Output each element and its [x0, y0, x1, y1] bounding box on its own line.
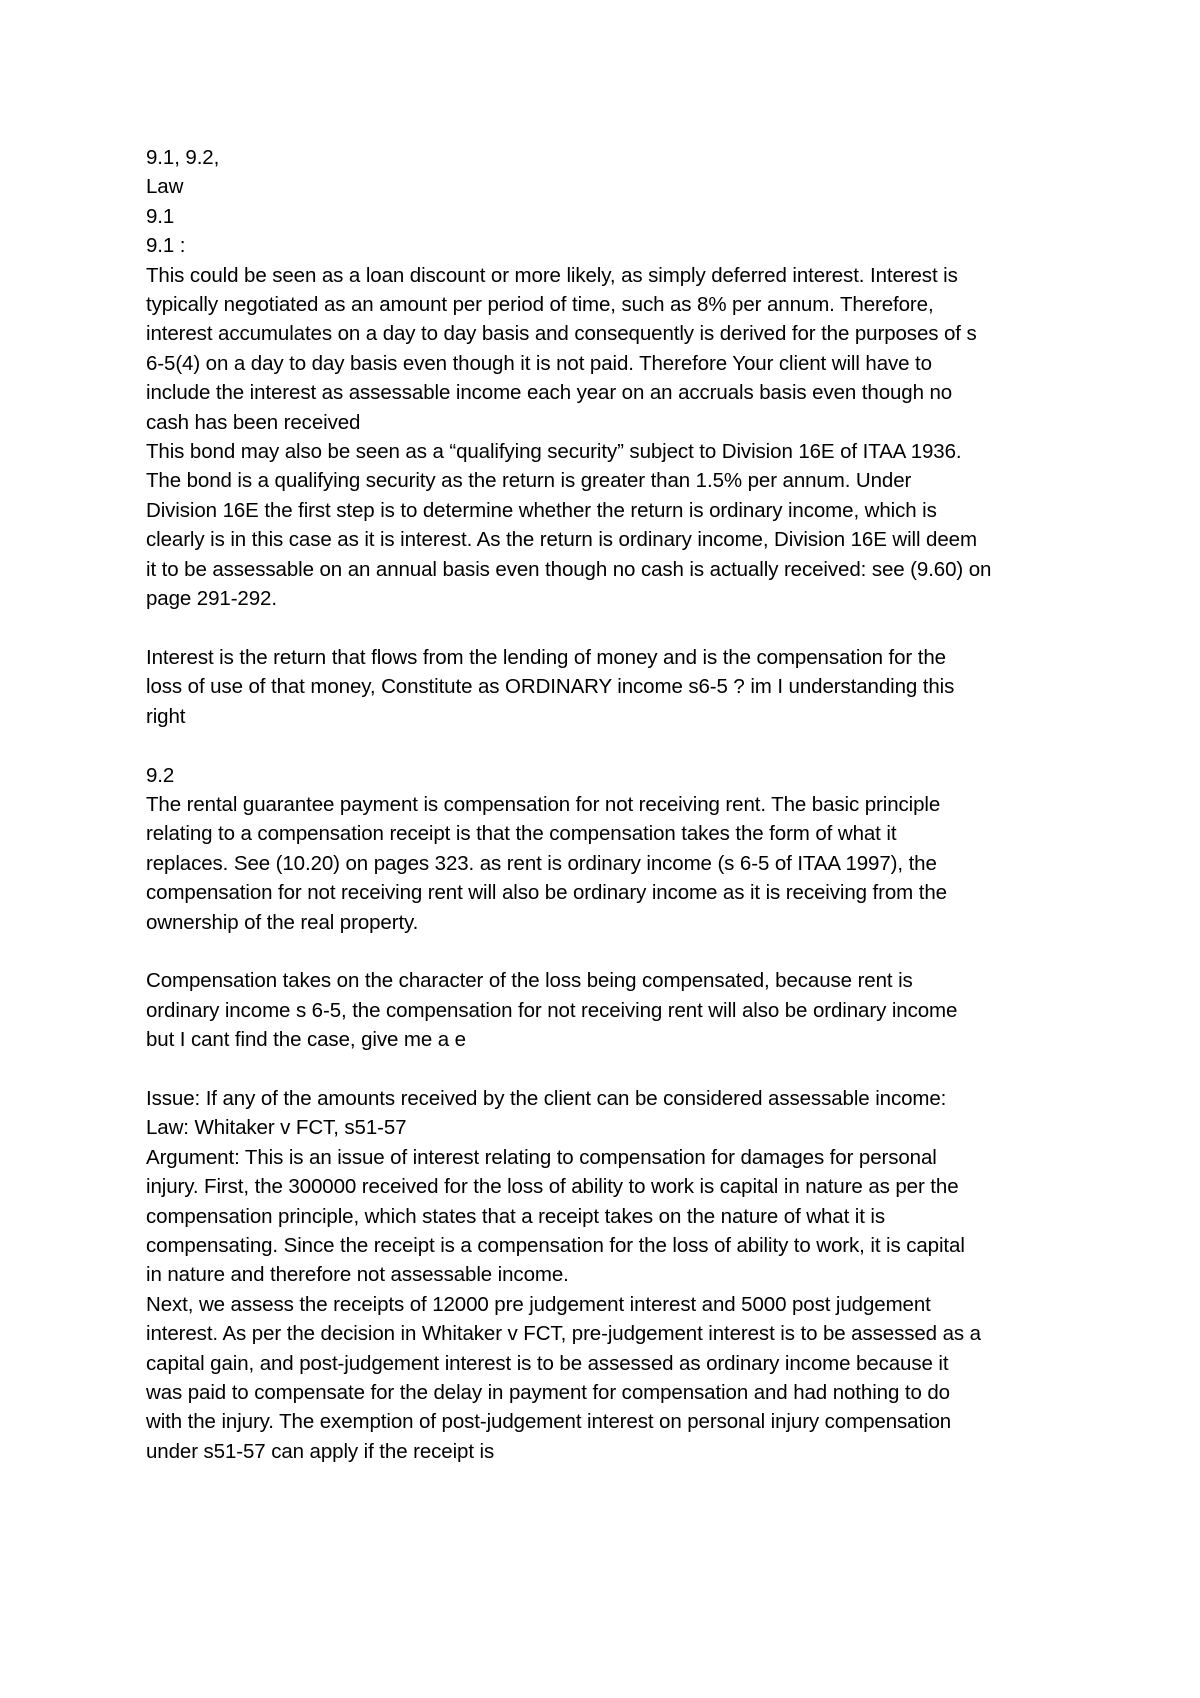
text-line: but I cant find the case, give me a e: [146, 1028, 466, 1052]
text-line: interest accumulates on a day to day basis and consequently is derived for the purposes of s: [146, 322, 977, 346]
text-line: relating to a compensation receipt is that the compensation takes the form of what it: [146, 822, 897, 846]
argument-line: Argument: This is an issue of interest relating to compensation for damages for personal: [146, 1145, 937, 1169]
text-line: capital gain, and post-judgement interest is to be assessed as ordinary income because it: [146, 1351, 949, 1375]
document-page: [146, 143, 1076, 1496]
text-line: Next, we assess the receipts of 12000 pre judgement interest and 5000 post judgement: [146, 1292, 931, 1316]
issue-line: Issue: If any of the amounts received by the client can be considered assessable income:: [146, 1086, 947, 1110]
text-line: clearly is in this case as it is interest. As the return is ordinary income, Division 16E will deem: [146, 528, 977, 552]
text-line: injury. First, the 300000 received for the loss of ability to work is capital in nature as per the: [146, 1175, 959, 1199]
blank-line: [146, 614, 1076, 643]
blank-line: [146, 731, 1076, 760]
text-line: right: [146, 704, 186, 728]
text-line: in nature and therefore not assessable income.: [146, 1263, 569, 1287]
heading-line: 9.1, 9.2,: [146, 146, 220, 169]
text-line: compensation for not receiving rent will also be ordinary income as it is receiving from the: [146, 881, 947, 905]
heading-line: Law: [146, 175, 184, 199]
text-line: cash has been received: [146, 410, 361, 434]
text-line: typically negotiated as an amount per period of time, such as 8% per annum. Therefore,: [146, 293, 934, 317]
section-heading-9-2: 9.2: [146, 763, 175, 787]
text-line: compensation principle, which states that a receipt takes on the nature of what it is: [146, 1204, 886, 1228]
text-line: [146, 1466, 1076, 1495]
heading-line: 9.1 :: [146, 234, 186, 258]
text-line: Interest is the return that flows from the lending of money and is the compensation for the: [146, 645, 946, 669]
blank-line: [146, 937, 1076, 966]
text-line: interest. As per the decision in Whitaker v FCT, pre-judgement interest is to be assessed as a: [146, 1322, 981, 1346]
paragraph-compensation-character: [146, 966, 1076, 1054]
text-line: was paid to compensate for the delay in payment for compensation and had nothing to do: [146, 1381, 950, 1404]
text-line: under s51-57 can apply if the receipt is: [146, 1439, 495, 1463]
paragraph-issue-law-argument: [146, 1084, 1076, 1496]
text-line: compensating. Since the receipt is a compensation for the loss of ability to work, it is capital: [146, 1233, 965, 1257]
text-line: it to be assessable on an annual basis even though no cash is actually received: see (9.60) on: [146, 557, 992, 581]
paragraph-interest-question: [146, 643, 1076, 731]
text-line: ordinary income s 6-5, the compensation for not receiving rent will also be ordinary income: [146, 998, 958, 1022]
text-line: 6-5(4) on a day to day basis even though it is not paid. Therefore Your client will have to: [146, 351, 932, 375]
text-line: page 291-292.: [146, 587, 277, 611]
heading-line: 9.1: [146, 204, 175, 228]
paragraph-rental-guarantee: [146, 790, 1076, 937]
text-line: This could be seen as a loan discount or more likely, as simply deferred interest. Interest is: [146, 263, 958, 287]
paragraph-deferred-interest: [146, 261, 1076, 437]
text-line: with the injury. The exemption of post-judgement interest on personal injury compensation: [146, 1410, 952, 1434]
text-line: This bond may also be seen as a “qualifying security” subject to Division 16E of ITAA 1936.: [146, 440, 962, 464]
law-line: Law: Whitaker v FCT, s51-57: [146, 1116, 407, 1140]
blank-line: [146, 1055, 1076, 1084]
text-line: include the interest as assessable income each year on an accruals basis even though no: [146, 381, 953, 405]
text-line: The rental guarantee payment is compensation for not receiving rent. The basic principle: [146, 792, 941, 816]
text-line: The bond is a qualifying security as the return is greater than 1.5% per annum. Under: [146, 469, 912, 493]
text-line: Compensation takes on the character of the loss being compensated, because rent is: [146, 969, 913, 993]
text-line: ownership of the real property.: [146, 910, 419, 934]
paragraph-qualifying-security: [146, 437, 1076, 613]
text-line: replaces. See (10.20) on pages 323. as rent is ordinary income (s 6-5 of ITAA 1997), the: [146, 851, 937, 875]
text-line: Division 16E the first step is to determine whether the return is ordinary income, which is: [146, 498, 937, 522]
text-line: loss of use of that money, Constitute as ORDINARY income s6-5 ? im I understanding this: [146, 675, 955, 699]
